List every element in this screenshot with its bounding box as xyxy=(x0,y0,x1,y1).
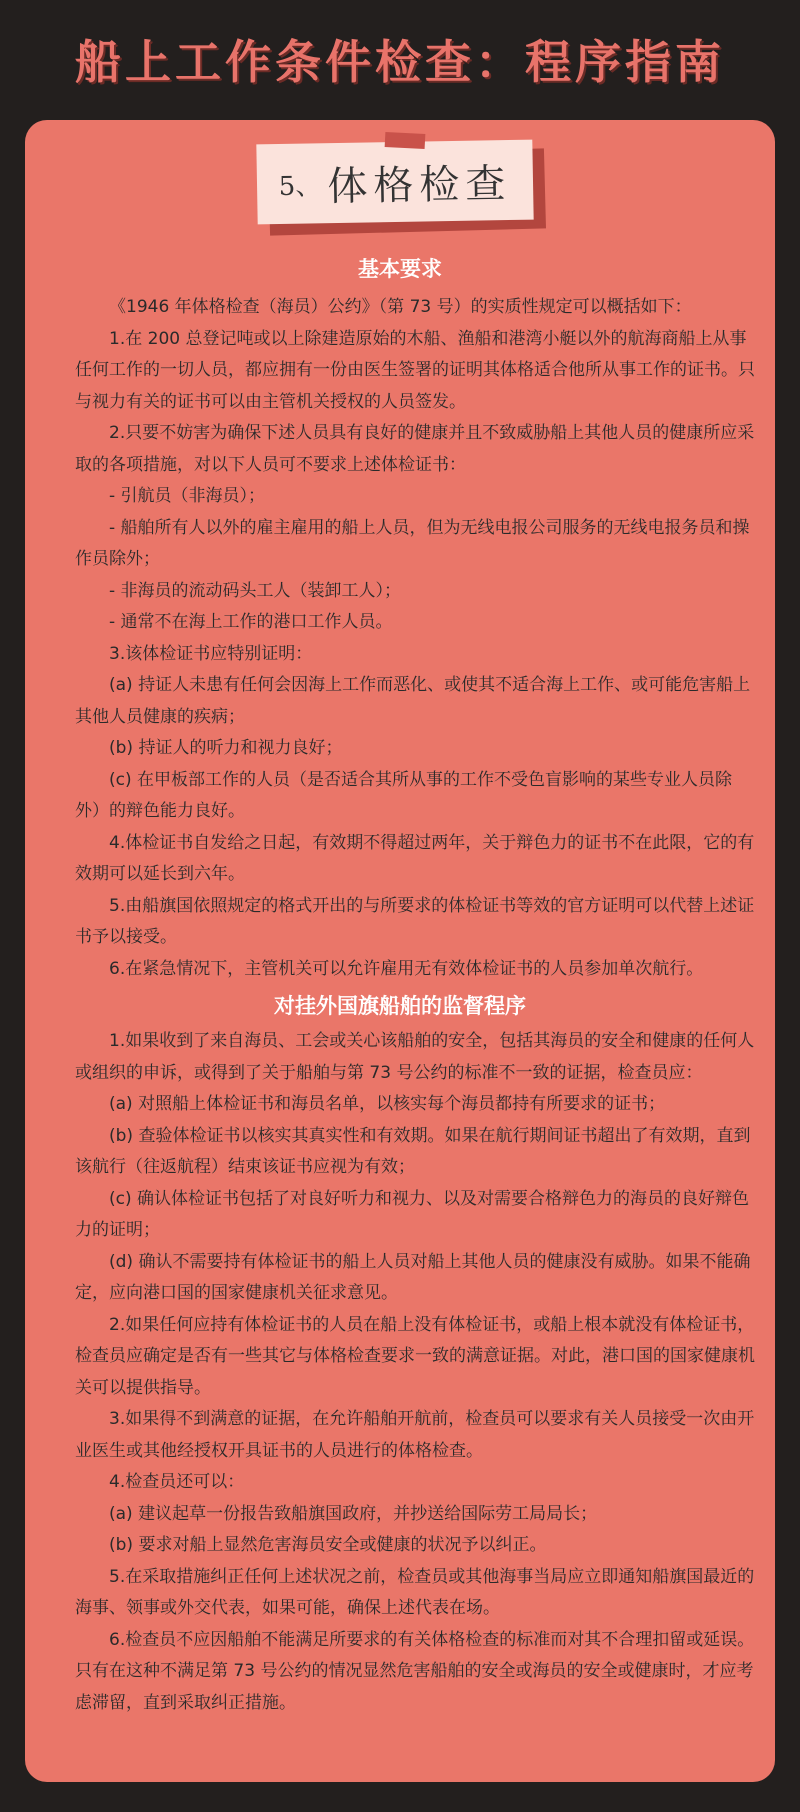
list-item: (b) 查验体检证书以核实其真实性和有效期。如果在航行期间证书超出了有效期，直到该航行（往返航程）结束该证书应视为有效； xyxy=(75,1125,751,1177)
paragraph: 2.只要不妨害为确保下述人员具有良好的健康并且不致威胁船上其他人员的健康所应采取的各项措施，对以下人员可不要求上述体检证书： xyxy=(75,423,755,475)
list-item: (a) 对照船上体检证书和海员名单，以核实每个海员都持有所要求的证书； xyxy=(109,1094,666,1114)
section-number: 5、 xyxy=(278,170,322,202)
list-item: (b) 要求对船上显然危害海员安全或健康的状况予以纠正。 xyxy=(109,1535,547,1555)
content-panel xyxy=(25,120,775,1782)
section-card xyxy=(257,142,547,234)
supervision-text xyxy=(75,1026,755,1719)
tape-decoration xyxy=(385,132,426,149)
page-title: 船上工作条件检查：程序指南 xyxy=(75,35,725,89)
section-title: 体格检查 xyxy=(326,160,512,210)
supervision-heading: 对挂外国旗船舶的监督程序 xyxy=(274,994,526,1018)
paragraph: 3.如果得不到满意的证据，在允许船舶开航前，检查员可以要求有关人员接受一次由开业医生或其他经授权开具证书的人员进行的体格检查。 xyxy=(75,1409,755,1461)
paragraph: 《1946 年体格检查（海员）公约》（第 73 号）的实质性规定可以概括如下： xyxy=(109,297,692,317)
list-item: - 船舶所有人以外的雇主雇用的船上人员，但为无线电报公司服务的无线电报务员和操作员除外； xyxy=(75,517,750,569)
page-header xyxy=(0,0,800,118)
paragraph: 6.在紧急情况下，主管机关可以允许雇用无有效体检证书的人员参加单次航行。 xyxy=(109,958,704,979)
list-item: (a) 持证人未患有任何会因海上工作而恶化、或使其不适合海上工作、或可能危害船上其他人员健康的疾病； xyxy=(75,675,751,727)
paragraph: 2.如果任何应持有体检证书的人员在船上没有体检证书，或船上根本就没有体检证书，检查员应确定是否有一些其它与体格检查要求一致的满意证据。对此，港口国的国家健康机关可以提供指导。 xyxy=(75,1314,755,1398)
paragraph: 5.由船旗国依照规定的格式开出的与所要求的体检证书等效的官方证明可以代替上述证书予以接受。 xyxy=(75,895,755,947)
list-item: (c) 确认体检证书包括了对良好听力和视力、以及对需要合格辩色力的海员的良好辩色力的证明； xyxy=(75,1188,750,1240)
list-item: - 非海员的流动码头工人（装卸工人）； xyxy=(109,580,402,601)
paragraph: 4.体检证书自发给之日起，有效期不得超过两年，关于辩色力的证书不在此限，它的有效期可以延长到六年。 xyxy=(75,832,755,884)
paragraph: 1.在 200 总登记吨或以上除建造原始的木船、渔船和港湾小艇以外的航海商船上从事任何工作的一切人员，都应拥有一份由医生签署的证明其体格适合他所从事工作的证书。只与视力有关的证书可以由主管机关授权的人员签发。 xyxy=(75,328,755,412)
list-item: - 引航员（非海员）； xyxy=(109,486,266,506)
basic-requirements-text xyxy=(75,292,755,985)
paragraph: 3.该体检证书应特别证明： xyxy=(109,643,313,664)
list-item: - 通常不在海上工作的港口工作人员。 xyxy=(109,612,393,632)
list-item: (a) 建议起草一份报告致船旗国政府，并抄送给国际劳工局局长； xyxy=(109,1503,598,1524)
list-item: (b) 持证人的听力和视力良好； xyxy=(109,738,343,758)
paragraph: 4.检查员还可以： xyxy=(109,1472,245,1492)
basic-requirements-heading: 基本要求 xyxy=(358,257,442,281)
list-item: (c) 在甲板部工作的人员（是否适合其所从事的工作不受色盲影响的某些专业人员除外）的辩色能力良好。 xyxy=(75,769,733,821)
section-card-paper xyxy=(256,140,533,225)
paragraph: 6.检查员不应因船舶不能满足所要求的有关体格检查的标准而对其不合理扣留或延误。只有在这种不满足第 73 号公约的情况显然危害船舶的安全或海员的安全或健康时，才应考虑滞留，直到采取纠正措施。 xyxy=(75,1629,755,1713)
list-item: (d) 确认不需要持有体检证书的船上人员对船上其他人员的健康没有威胁。如果不能确定，应向港口国的国家健康机关征求意见。 xyxy=(75,1251,751,1303)
paragraph: 5.在采取措施纠正任何上述状况之前，检查员或其他海事当局应立即通知船旗国最近的海事、领事或外交代表，如果可能，确保上述代表在场。 xyxy=(75,1566,755,1618)
paragraph: 1.如果收到了来自海员、工会或关心该船舶的安全，包括其海员的安全和健康的任何人或组织的申诉，或得到了关于船舶与第 73 号公约的标准不一致的证据，检查员应： xyxy=(75,1031,755,1083)
